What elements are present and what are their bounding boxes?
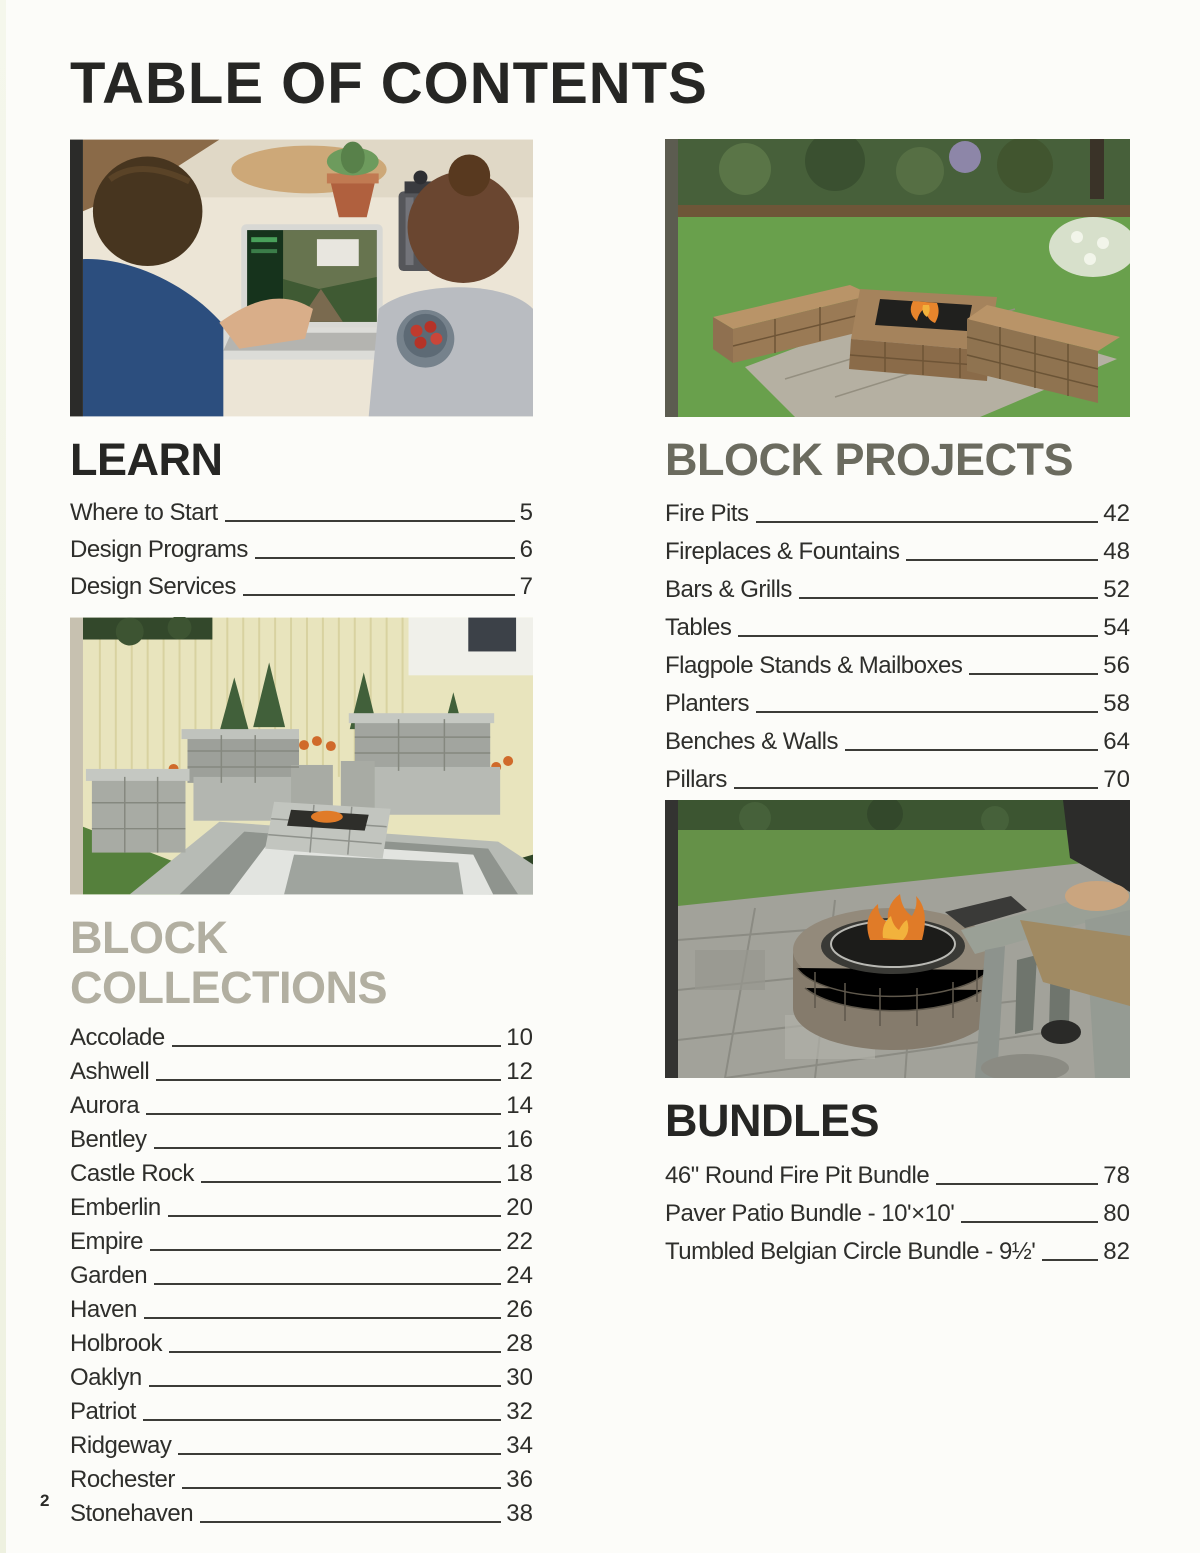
- toc-page-number: 70: [1103, 766, 1130, 794]
- learn-photo-figure: [70, 139, 533, 417]
- toc-item-block_projects-7[interactable]: [665, 756, 1130, 794]
- toc-item-block_collections-1[interactable]: [70, 1052, 533, 1086]
- toc-item-learn-1[interactable]: [70, 527, 533, 564]
- toc-item-label: Paver Patio Bundle - 10'×10': [665, 1199, 955, 1227]
- toc-item-block_projects-2[interactable]: [665, 566, 1130, 604]
- toc-item-bundles-1[interactable]: [665, 1190, 1130, 1228]
- block-projects-photo-figure: [665, 139, 1130, 417]
- toc-item-block_collections-13[interactable]: [70, 1460, 533, 1494]
- tree-trunk: [1090, 139, 1104, 199]
- toc-page-number: 78: [1103, 1161, 1130, 1189]
- toc-item-label: Rochester: [70, 1466, 175, 1494]
- toc-leader-line: [154, 1147, 502, 1149]
- toc-item-label: Bentley: [70, 1126, 147, 1154]
- toc-item-label: Emberlin: [70, 1194, 161, 1222]
- toc-leader-line: [756, 521, 1099, 523]
- toc-page-number: 10: [506, 1024, 533, 1052]
- toc-page-number: 7: [519, 573, 533, 601]
- toc-leader-line: [734, 787, 1098, 789]
- toc-item-block_collections-6[interactable]: [70, 1222, 533, 1256]
- left-column: [70, 139, 533, 1529]
- toc-item-block_collections-12[interactable]: [70, 1426, 533, 1460]
- block-planter-left: [86, 769, 190, 853]
- section-heading-block-collections: BLOCK COLLECTIONS: [70, 912, 387, 1013]
- toc-page-number: 28: [506, 1330, 533, 1358]
- toc-page-number: 34: [506, 1432, 533, 1460]
- toc-item-label: Benches & Walls: [665, 728, 839, 756]
- toc-item-block_projects-4[interactable]: [665, 642, 1130, 680]
- toc-page-number: 26: [506, 1296, 533, 1324]
- square-block-fire-pit-photo: [665, 139, 1130, 417]
- toc-leader-line: [154, 1283, 501, 1285]
- toc-leader-line: [799, 597, 1098, 599]
- toc-page-number: 20: [506, 1194, 533, 1222]
- toc-page-number: 54: [1103, 614, 1130, 642]
- two-column-layout: [70, 139, 1130, 1529]
- toc-page-number: 30: [506, 1364, 533, 1392]
- toc-item-label: Design Programs: [70, 536, 248, 564]
- round-fire-pit-patio-photo: [665, 800, 1130, 1078]
- toc-item-label: Pillars: [665, 766, 727, 794]
- toc-page-number: 36: [506, 1466, 533, 1494]
- toc-leader-line: [225, 520, 515, 522]
- page-title: TABLE OF CONTENTS: [70, 51, 708, 116]
- photo-left-bar: [70, 618, 83, 895]
- right-column: [665, 139, 1130, 1529]
- toc-page-number: 18: [506, 1160, 533, 1188]
- toc-leader-line: [845, 749, 1098, 751]
- toc-list-block-collections: [70, 1018, 533, 1528]
- toc-leader-line: [156, 1079, 501, 1081]
- toc-leader-line: [255, 557, 515, 559]
- toc-item-block_collections-3[interactable]: [70, 1120, 533, 1154]
- section-heading-bundles: BUNDLES: [665, 1095, 880, 1147]
- toc-item-block_projects-5[interactable]: [665, 680, 1130, 718]
- page-left-edge: [0, 0, 6, 1553]
- toc-item-label: Tables: [665, 614, 732, 642]
- toc-leader-line: [169, 1351, 501, 1353]
- toc-page-number: 80: [1103, 1199, 1130, 1227]
- toc-item-label: Ridgeway: [70, 1432, 172, 1460]
- toc-item-block_collections-11[interactable]: [70, 1392, 533, 1426]
- toc-page-number: 12: [506, 1058, 533, 1086]
- toc-page-number: 82: [1103, 1237, 1130, 1265]
- toc-item-label: Haven: [70, 1296, 137, 1324]
- toc-leader-line: [243, 594, 515, 596]
- block-sofa-right: [341, 714, 500, 820]
- toc-item-label: Bars & Grills: [665, 576, 792, 604]
- photo-left-bar: [665, 800, 678, 1078]
- toc-item-block_collections-8[interactable]: [70, 1290, 533, 1324]
- toc-item-block_projects-1[interactable]: [665, 528, 1130, 566]
- toc-item-learn-0[interactable]: [70, 490, 533, 527]
- toc-leader-line: [150, 1249, 501, 1251]
- toc-item-label: Tumbled Belgian Circle Bundle - 9½': [665, 1237, 1036, 1265]
- toc-item-label: Garden: [70, 1262, 148, 1290]
- toc-item-block_collections-0[interactable]: [70, 1018, 533, 1052]
- toc-leader-line: [144, 1317, 501, 1319]
- toc-page-number: 52: [1103, 576, 1130, 604]
- toc-item-block_collections-7[interactable]: [70, 1256, 533, 1290]
- toc-leader-line: [738, 635, 1098, 637]
- trees-top: [83, 618, 212, 640]
- toc-page-number: 42: [1103, 500, 1130, 528]
- bundles-photo-figure: [665, 800, 1130, 1078]
- toc-leader-line: [906, 559, 1098, 561]
- toc-page-number: 38: [506, 1500, 533, 1528]
- toc-leader-line: [143, 1419, 501, 1421]
- toc-leader-line: [146, 1113, 501, 1115]
- backyard-block-furniture-render: [70, 617, 533, 895]
- toc-item-label: Fire Pits: [665, 500, 749, 528]
- toc-item-label: Accolade: [70, 1024, 165, 1052]
- toc-item-label: Castle Rock: [70, 1160, 194, 1188]
- square-fire-pit: [265, 802, 390, 859]
- toc-list-learn: [70, 490, 533, 601]
- block-collections-photo-figure: [70, 617, 533, 895]
- toc-leader-line: [200, 1521, 501, 1523]
- toc-item-label: Flagpole Stands & Mailboxes: [665, 652, 963, 680]
- toc-item-block_collections-5[interactable]: [70, 1188, 533, 1222]
- section-heading-block-projects: BLOCK PROJECTS: [665, 433, 1074, 485]
- toc-page-number: 48: [1103, 538, 1130, 566]
- toc-list-block-projects: [665, 490, 1130, 794]
- toc-leader-line: [168, 1215, 502, 1217]
- toc-page-number: 16: [506, 1126, 533, 1154]
- toc-page-number: 6: [519, 536, 533, 564]
- toc-leader-line: [201, 1181, 501, 1183]
- toc-leader-line: [756, 711, 1098, 713]
- toc-item-label: Fireplaces & Fountains: [665, 538, 900, 566]
- photo-left-bar: [70, 139, 83, 416]
- toc-item-block_projects-6[interactable]: [665, 718, 1130, 756]
- toc-item-block_collections-10[interactable]: [70, 1358, 533, 1392]
- page-number: 2: [40, 1491, 50, 1510]
- toc-item-label: 46" Round Fire Pit Bundle: [665, 1161, 930, 1189]
- section-heading-learn: LEARN: [70, 433, 223, 485]
- toc-leader-line: [969, 673, 1098, 675]
- toc-page-number: 14: [506, 1092, 533, 1120]
- toc-page-number: 32: [506, 1398, 533, 1426]
- toc-item-learn-2[interactable]: [70, 564, 533, 601]
- toc-page-number: 22: [506, 1228, 533, 1256]
- toc-item-label: Stonehaven: [70, 1500, 194, 1528]
- toc-leader-line: [961, 1221, 1098, 1223]
- toc-leader-line: [172, 1045, 502, 1047]
- couple-planning-with-laptop-photo: [70, 139, 533, 417]
- mulch-bed: [678, 205, 1130, 217]
- toc-page-number: 5: [519, 499, 533, 527]
- toc-item-label: Planters: [665, 690, 750, 718]
- toc-item-label: Patriot: [70, 1398, 136, 1426]
- toc-page-number: 58: [1103, 690, 1130, 718]
- toc-leader-line: [182, 1487, 501, 1489]
- house-window: [468, 618, 516, 652]
- toc-leader-line: [178, 1453, 501, 1455]
- toc-item-label: Empire: [70, 1228, 144, 1256]
- toc-item-label: Design Services: [70, 573, 236, 601]
- toc-item-block_projects-3[interactable]: [665, 604, 1130, 642]
- strawberry-bowl: [397, 310, 455, 368]
- toc-item-bundles-0[interactable]: [665, 1152, 1130, 1190]
- toc-page-number: 64: [1103, 728, 1130, 756]
- toc-leader-line: [936, 1183, 1098, 1185]
- toc-item-block_collections-4[interactable]: [70, 1154, 533, 1188]
- toc-page-number: 56: [1103, 652, 1130, 680]
- toc-leader-line: [1042, 1259, 1098, 1261]
- toc-leader-line: [149, 1385, 502, 1387]
- photo-left-bar: [665, 139, 678, 417]
- toc-item-block_collections-14[interactable]: [70, 1494, 533, 1528]
- toc-item-label: Oaklyn: [70, 1364, 142, 1392]
- toc-item-label: Holbrook: [70, 1330, 163, 1358]
- toc-item-bundles-2[interactable]: [665, 1228, 1130, 1266]
- toc-item-block_projects-0[interactable]: [665, 490, 1130, 528]
- lilac-blossoms: [949, 141, 981, 173]
- toc-page-number: 24: [506, 1262, 533, 1290]
- toc-item-label: Ashwell: [70, 1058, 150, 1086]
- toc-item-label: Where to Start: [70, 499, 218, 527]
- toc-item-block_collections-9[interactable]: [70, 1324, 533, 1358]
- toc-list-bundles: [665, 1152, 1130, 1266]
- toc-item-block_collections-2[interactable]: [70, 1086, 533, 1120]
- toc-item-label: Aurora: [70, 1092, 140, 1120]
